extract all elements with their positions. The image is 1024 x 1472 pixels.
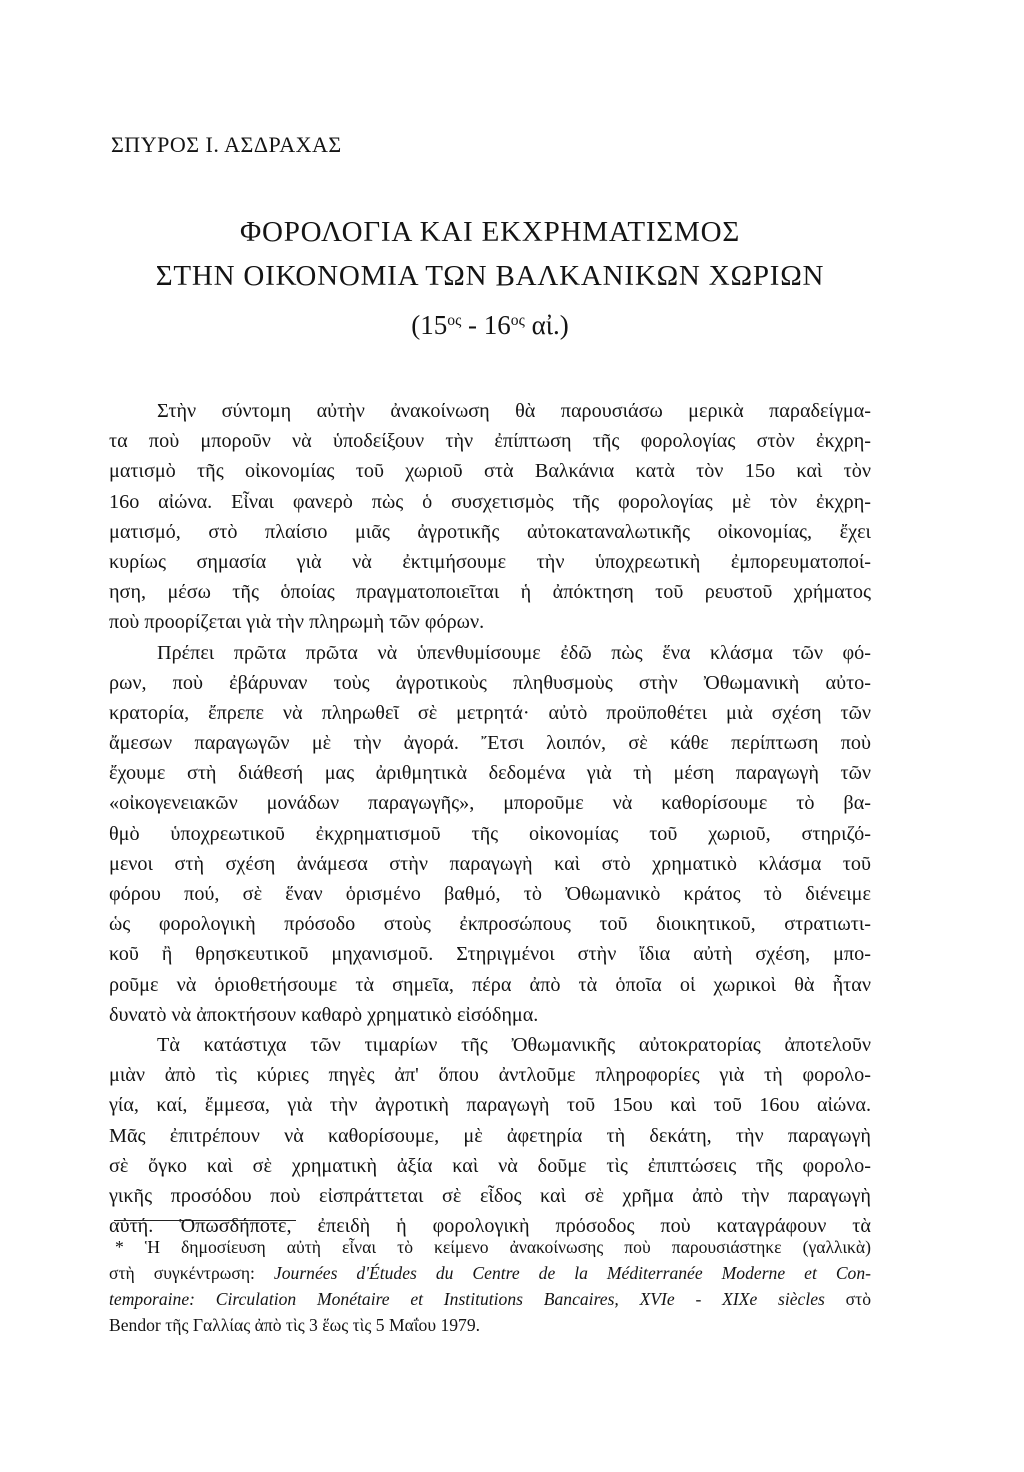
text-line: Μᾶς ἐπιτρέπουν νὰ καθορίσουμε, μὲ ἀφετηρία τὴ δεκάτη, τὴν παραγωγὴ (109, 1124, 871, 1147)
text-line: ματισμὸ τῆς οἰκονομίας τοῦ χωριοῦ στὰ Βαλκάνια κατὰ τὸν 15ο καὶ τὸν (109, 460, 871, 483)
paragraph-1 (109, 396, 871, 638)
text-line: 16ο αἰώνα. Εἶναι φανερὸ πὼς ὁ συσχετισμὸς τῆς φορολογίας μὲ τὸν ἐκχρη- (109, 490, 871, 513)
text-line: «οἰκογενειακῶν μονάδων παραγωγῆς», μποροῦμε νὰ καθορίσουμε τὸ βα- (109, 792, 871, 815)
footnote-line (109, 1286, 871, 1312)
footnote-text: στὸ (824, 1289, 872, 1309)
text-line: Τὰ κατάστιχα τῶν τιμαρίων τῆς Ὀθωμανικῆς αὐτοκρατορίας ἀποτελοῦν (157, 1033, 871, 1056)
text-line: αὐτή. Ὁπωσδήποτε, ἐπειδὴ ἡ φορολογικὴ πρόσοδος ποὺ καταγράφουν τὰ (109, 1215, 871, 1238)
text-line: κοῦ ἢ θρησκευτικοῦ μηχανισμοῦ. Στηριγμένοι στὴν ἴδια αὐτὴ σχέση, μπο- (109, 943, 871, 966)
text-line: φόρου πού, σὲ ἕναν ὁρισμένο βαθμό, τὸ Ὀθωμανικὸ κράτος τὸ διένειμε (109, 883, 871, 905)
dates-ordinal-1: ος (447, 312, 462, 330)
text-line: κυρίως σημασία γιὰ νὰ ἐκτιμήσουμε τὴν ὑποχρεωτικὴ ἐμπορευματοποί- (109, 550, 871, 573)
text-line: ρων, ποὺ ἐβάρυναν τοὺς ἀγροτικοὺς πληθυσμοὺς στὴν Ὀθωμανικὴ αὐτο- (109, 671, 871, 694)
text-line: ἔχουμε στὴ διάθεσή μας ἀριθμητικὰ δεδομένα γιὰ τὴ μέση παραγωγὴ τῶν (109, 762, 871, 785)
text-line: ηση, μέσω τῆς ὁποίας πραγματοποιεῖται ἡ ἀπόκτηση τοῦ ρευστοῦ χρήματος (109, 581, 871, 604)
paragraph-3 (109, 1030, 871, 1241)
footnote-line: * Ἡ δημοσίευση αὐτὴ εἶναι τὸ κείμενο ἀνακοίνωσης ποὺ παρουσιάστηκε (γαλλικὰ) (115, 1237, 871, 1257)
dates-close: αἰ.) (524, 310, 569, 340)
text-line: ματισμό, στὸ πλαίσιο μιᾶς ἀγροτικῆς αὐτοκαταναλωτικῆς οἰκονομίας, ἔχει (109, 520, 871, 543)
dates-ordinal-2: ος (510, 312, 525, 330)
footnote-line (109, 1260, 871, 1286)
title-line-2: ΣΤΗΝ ΟΙΚΟΝΟΜΙΑ ΤΩΝ ΒΑΛΚΑΝΙΚΩΝ ΧΩΡΙΩΝ (155, 260, 825, 292)
text-line: γία, καί, ἔμμεσα, γιὰ τὴν ἀγροτικὴ παραγωγὴ τοῦ 15ου καὶ τοῦ 16ου αἰώνα. (109, 1094, 871, 1117)
text-line: δυνατὸ νὰ ἀποκτήσουν καθαρὸ χρηματικὸ εἰσόδημα. (109, 1003, 539, 1026)
text-line: μενοι στὴ σχέση ἀνάμεσα στὴν παραγωγὴ καὶ στὸ χρηματικὸ κλάσμα τοῦ (109, 852, 871, 875)
text-line: θμὸ ὑποχρεωτικοῦ ἐκχρηματισμοῦ τῆς οἰκονομίας τοῦ χωριοῦ, στηριζό- (109, 822, 871, 845)
dates-open: (15 (411, 310, 448, 340)
text-line: ποὺ προορίζεται γιὰ τὴν πληρωμὴ τῶν φόρων. (109, 611, 485, 634)
dates-mid: - 16 (461, 310, 511, 340)
text-line: ἄμεσων παραγωγῶν μὲ τὴν ἀγορά. Ἔτσι λοιπόν, σὲ κάθε περίπτωση ποὺ (109, 732, 871, 755)
author-name: ΣΠΥΡΟΣ Ι. ΑΣΔΡΑΧΑΣ (111, 132, 342, 157)
body-text (109, 396, 871, 1241)
text-line: σὲ ὄγκο καὶ σὲ χρηματικὴ ἀξία καὶ νὰ δοῦμε τὶς ἐπιπτώσεις τῆς φορολο- (109, 1154, 871, 1177)
title-dates (109, 310, 871, 341)
text-line: κρατορία, ἔπρεπε νὰ πληρωθεῖ σὲ μετρητά· αὐτὸ προϋποθέτει μιὰ σχέση τῶν (109, 701, 871, 724)
text-line: γικῆς προσόδου ποὺ εἰσπράττεται σὲ εἶδος καὶ σὲ χρῆμα ἀπὸ τὴν παραγωγὴ (109, 1184, 871, 1207)
text-line: Στὴν σύντομη αὐτὴν ἀνακοίνωση θὰ παρουσιάσω μερικὰ παραδείγμα- (157, 400, 871, 422)
footnote (109, 1234, 871, 1338)
text-line: μιὰν ἀπὸ τὶς κύριες πηγὲς ἀπ' ὅπου ἀντλοῦμε πληροφορίες γιὰ τὴ φορολο- (109, 1064, 871, 1087)
footnote-italic-title: Journées d'Études du Centre de la Méditerranée Moderne et Con- (273, 1263, 872, 1283)
footnote-text: στὴ συγκέντρωση: (109, 1263, 274, 1283)
footnote-italic-title: temporaine: Circulation Monétaire et Institutions Bancaires, XVIe - XIXe siècles (109, 1289, 825, 1309)
text-line: Πρέπει πρῶτα πρῶτα νὰ ὑπενθυμίσουμε ἐδῶ πὼς ἕνα κλάσμα τῶν φό- (157, 641, 871, 664)
footnote-divider (114, 1220, 296, 1221)
paragraph-2 (109, 638, 871, 1030)
text-line: ὡς φορολογικὴ πρόσοδο στοὺς ἐκπροσώπους τοῦ διοικητικοῦ, στρατιωτι- (109, 913, 871, 936)
text-line: ροῦμε νὰ ὁριοθετήσουμε τὰ σημεῖα, πέρα ἀπὸ τὰ ὁποῖα οἱ χωρικοὶ θὰ ἦταν (109, 973, 871, 996)
title-line-1: ΦΟΡΟΛΟΓΙΑ ΚΑΙ ΕΚΧΡΗΜΑΤΙΣΜΟΣ (239, 216, 741, 248)
document-page (109, 0, 871, 1472)
text-line: τα ποὺ μποροῦν νὰ ὑποδείξουν τὴν ἐπίπτωση τῆς φορολογίας στὸν ἐκχρη- (109, 430, 871, 453)
footnote-line: Bendor τῆς Γαλλίας ἀπὸ τὶς 3 ἕως τὶς 5 Μαΐου 1979. (109, 1315, 481, 1335)
